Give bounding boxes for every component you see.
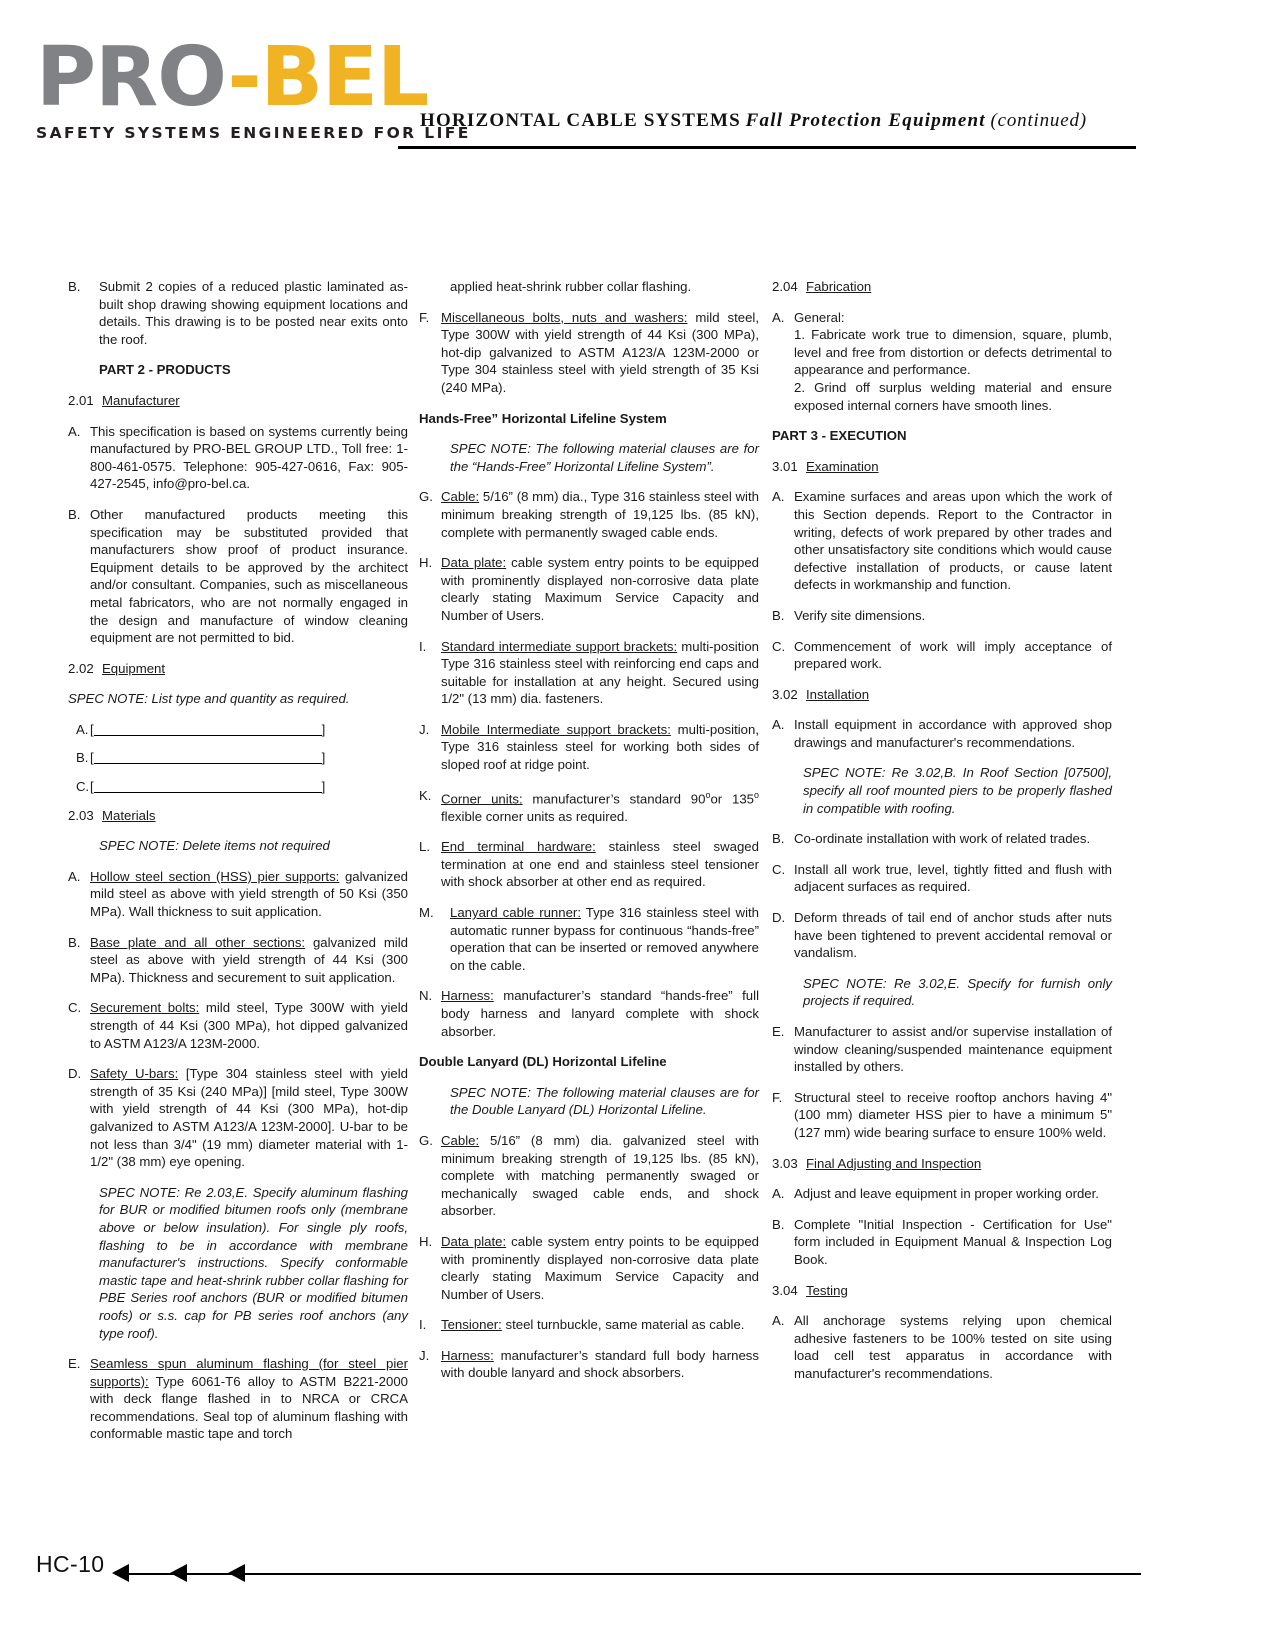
list-marker: I. (419, 638, 427, 654)
list-item (772, 607, 1112, 625)
bracket-open: [ (90, 750, 94, 766)
list-lead-in: Cable: (441, 489, 480, 505)
section-title: Fabrication (806, 279, 872, 294)
list-marker: E. (772, 1024, 785, 1039)
list-item (419, 838, 759, 891)
page-title-continued: (continued) (990, 110, 1087, 131)
section-number: 2.01 (68, 392, 94, 408)
list-text: Other manufactured products meeting this specification may be substituted provided that manufacturers show proof of product insurance. Equipment details to be approved by the architect and/or consultant. Companies, such as miscellaneous metal fabricators, who are not normally engaged in the design and manufacture of window cleaning equipment are not permitted to bid. (90, 506, 408, 646)
header-divider (398, 146, 1136, 149)
probel-logo (36, 30, 471, 142)
list-marker: N. (419, 988, 433, 1004)
list-item (772, 861, 1112, 896)
list-lead-in: Base plate and all other sections: (90, 934, 306, 950)
section-2-01 (68, 392, 408, 410)
list-item (772, 309, 1112, 415)
list-text: manufacturer’s standard “hands-free” full body harness and lanyard complete with shock absorber. (441, 988, 759, 1039)
section-3-03 (772, 1155, 1112, 1173)
column-1 (68, 278, 408, 1443)
list-text: Commencement of work will imply acceptance of prepared work. (794, 638, 1112, 672)
page-header (0, 0, 1275, 170)
list-item (419, 787, 759, 826)
column-3 (772, 278, 1112, 1383)
list-lead-in: Standard intermediate support brackets: (441, 638, 678, 654)
list-text: All anchorage systems relying upon chemical adhesive fasteners to be 100% tested on site using load cell test apparatus in accordance with manufacturer's recommendations. (794, 1313, 1112, 1381)
page-title-subject: Fall Protection Equipment (745, 110, 986, 131)
list-text: General: (794, 309, 845, 325)
list-text: galvanized mild steel as above with yield strength of 50 Ksi (350 MPa). Wall thickness to suit application. (90, 868, 408, 920)
logo-text-pro: PRO (36, 30, 228, 125)
list-item (772, 830, 1112, 848)
list-text: galvanized mild steel as above with yield strength of 44 Ksi (300 MPa). Thickness and securement to suit application. (90, 934, 408, 985)
list-item (68, 1355, 408, 1443)
list-marker: J. (419, 721, 430, 737)
list-marker: A. (68, 423, 81, 439)
logo-text-bel: BEL (260, 30, 429, 125)
list-marker: B. (68, 506, 81, 522)
list-lead-in: Tensioner: (441, 1317, 502, 1333)
list-text: Type 6061-T6 alloy to ASTM B221-2000 with deck flange flashed in to NRCA or CRCA recommendations. Seal top of aluminum flashing with conformable mastic tape and torch (90, 1373, 408, 1442)
section-title: Installation (806, 686, 870, 702)
list-item (772, 716, 1112, 751)
list-item (419, 1233, 759, 1303)
list-item (68, 999, 408, 1052)
bracket-open: [ (90, 721, 94, 737)
logo-wordmark (36, 30, 471, 125)
bracket-close: ] (321, 750, 326, 766)
list-text: Install equipment in accordance with approved shop drawings and manufacturer's recommendations. (794, 717, 1112, 750)
section-title: Materials (102, 807, 156, 823)
list-item (419, 987, 759, 1040)
blank-entry-b[interactable] (68, 749, 408, 767)
blank-entry-c[interactable] (68, 778, 408, 796)
list-marker: B. (772, 1216, 785, 1232)
list-item (419, 1347, 759, 1382)
list-item (419, 1316, 759, 1334)
list-text-3: flexible corner units as required. (441, 808, 628, 824)
list-marker: M. (419, 905, 434, 921)
list-item (419, 309, 759, 397)
list-marker: A. (772, 1313, 785, 1329)
section-2-03 (68, 807, 408, 825)
bracket-close: ] (321, 779, 326, 795)
list-marker: A. (68, 868, 81, 884)
section-title: Testing (806, 1282, 848, 1298)
list-item (68, 934, 408, 987)
section-number: 2.04 (772, 279, 798, 294)
spec-note: SPEC NOTE: List type and quantity as required. (68, 691, 350, 707)
list-lead-in: Data plate: (441, 555, 507, 571)
list-item (772, 1216, 1112, 1269)
list-item (419, 1132, 759, 1220)
section-number: 2.03 (68, 807, 94, 823)
list-lead-in: Hollow steel section (HSS) pier supports: (90, 868, 340, 884)
spec-note: SPEC NOTE: Re 3.02,E. Specify for furnish only projects if required. (803, 975, 1112, 1009)
section-title: Final Adjusting and Inspection (806, 1155, 982, 1171)
list-marker: C. (772, 638, 786, 654)
list-marker: A. (772, 1186, 785, 1202)
list-marker: A. (772, 309, 785, 325)
left-arrow-icon (112, 1564, 129, 1582)
list-lead-in: Seamless spun aluminum flashing (for steel pier supports): (90, 1356, 408, 1389)
spec-note: SPEC NOTE: Delete items not required (99, 838, 330, 854)
list-text: [Type 304 stainless steel with yield strength of 35 Ksi (240 MPa)] [mild steel, Type 300W with yield strength of 44 Ksi (300 MPa), hot-dip galvanized to ASTM A123/A 123M-2000]. U-bar to be not less than 3/4" (19 mm) diameter material with 1-1/2" (38 mm) eye opening. (90, 1066, 408, 1170)
list-marker: E. (68, 1356, 81, 1372)
list-item (772, 638, 1112, 673)
list-text: manufacturer’s standard 90 (522, 791, 706, 807)
list-text: Verify site dimensions. (794, 607, 926, 623)
list-text: 5/16” (8 mm) dia., Type 316 stainless steel with minimum breaking strength of 19,125 lbs. (85 kN), complete with permanently swaged cable ends. (441, 489, 759, 540)
continuation-text: applied heat-shrink rubber collar flashing. (450, 279, 692, 294)
list-text: Complete "Initial Inspection - Certification for Use" form included in Equipment Manual & Inspection Log Book. (794, 1216, 1112, 1267)
page-number: HC-10 (36, 1551, 105, 1577)
list-marker: G. (419, 489, 433, 505)
list-marker: L. (419, 839, 430, 855)
list-item (68, 278, 408, 348)
degree-symbol: o (705, 789, 711, 800)
list-item (68, 868, 408, 921)
sub-item-1: 1. Fabricate work true to dimension, square, plumb, level and free from distortion or defects detrimental to appearance and performance. (794, 327, 1112, 378)
list-marker: F. (772, 1089, 783, 1105)
list-text: mild steel, Type 300W with yield strength of 44 Ksi (300 MPa), hot dipped galvanized to ASTM A123/A 123M-2000. (90, 1000, 408, 1051)
list-item (68, 506, 408, 647)
spec-note: SPEC NOTE: Re 2.03,E. Specify aluminum flashing for BUR or modified bitumen roofs only (membrane above or below insulation). For single ply roofs, flashing to be in accordance with membrane manufacturer's instructions. Specify conformable mastic tape and heat-shrink rubber collar flashing for PBE Series roof anchors (BUR or modified bitumen roofs) or s.s. cap for PB series roof anchors (any type roof). (99, 1184, 408, 1341)
bracket-close: ] (321, 721, 326, 737)
blank-marker: C. (76, 779, 90, 795)
list-text: Structural steel to receive rooftop anchors having 4" (100 mm) diameter HSS pier to have a minimum 5" (127 mm) wide bearing surface to ensure 100% weld. (794, 1089, 1112, 1140)
section-2-02 (68, 660, 408, 678)
list-lead-in: Harness: (441, 1347, 494, 1363)
left-arrow-icon (170, 1564, 187, 1582)
list-marker: C. (68, 1000, 82, 1016)
list-text: Type 316 stainless steel with automatic runner bypass for continuous “hands-free” operation that can be inserted or removed anywhere on the cable. (450, 905, 759, 973)
list-text: Adjust and leave equipment in proper working order. (794, 1186, 1099, 1202)
list-item (419, 638, 759, 708)
spec-note: SPEC NOTE: The following material clauses are for the Double Lanyard (DL) Horizontal Lifeline. (450, 1084, 759, 1118)
double-lanyard-heading: Double Lanyard (DL) Horizontal Lifeline (419, 1054, 667, 1070)
list-text: This specification is based on systems currently being manufactured by PRO-BEL GROUP LTD., Toll free: 1-800-461-0575. Telephone: 905-427-0616, Fax: 905-427-2545, info@pro-bel.ca. (90, 423, 408, 492)
section-title: Equipment (102, 660, 166, 676)
list-lead-in: Harness: (441, 988, 494, 1004)
list-text: multi-position, Type 316 stainless steel for working both sides of sloped roof at ridge point. (441, 721, 759, 773)
list-item (68, 1065, 408, 1171)
spec-note: SPEC NOTE: The following material clauses are for the “Hands-Free” Horizontal Lifeline System”. (450, 441, 759, 474)
list-marker: F. (419, 309, 430, 325)
section-title: Manufacturer (102, 392, 180, 408)
part-3-heading: PART 3 - EXECUTION (772, 428, 907, 444)
list-lead-in: End terminal hardware: (441, 839, 596, 855)
list-item (772, 1185, 1112, 1203)
list-text: Deform threads of tail end of anchor studs after nuts have been tightened to prevent accidental removal or vandalism. (794, 910, 1112, 961)
list-marker: G. (419, 1132, 433, 1148)
list-marker: K. (419, 787, 432, 803)
list-marker: B. (772, 607, 785, 623)
list-marker: B. (68, 934, 81, 950)
section-3-04 (772, 1282, 1112, 1300)
list-item (68, 423, 408, 493)
list-marker: D. (68, 1066, 82, 1082)
list-text: Co-ordinate installation with work of related trades. (794, 831, 1091, 847)
list-lead-in: Safety U-bars: (90, 1066, 179, 1082)
list-text: Examine surfaces and areas upon which the work of this Section depends. Report to the Contractor in writing, defects of work prepared by other trades and other unsatisfactory site conditions which would cause defective installation of products, or cause latent defects in workmanship and function. (794, 489, 1112, 593)
list-marker: C. (772, 861, 786, 877)
list-marker: H. (419, 555, 433, 571)
footer-divider (115, 1573, 1141, 1575)
list-text: Install all work true, level, tightly fitted and flush with adjacent surfaces as required. (794, 861, 1112, 895)
list-marker: B. (772, 831, 785, 847)
blank-line[interactable] (94, 751, 322, 764)
list-text: mild steel, Type 300W with yield strength of 44 Ksi (300 MPa), hot-dip galvanized to ASTM A123/A 123M-2000 or Type 304 stainless steel with yield strength of 35 Ksi (240 MPa). (441, 309, 760, 395)
list-text: steel turnbuckle, same material as cable. (501, 1317, 745, 1333)
list-item (772, 1023, 1112, 1076)
list-marker: I. (419, 1317, 427, 1333)
list-text: cable system entry points to be equipped with prominently displayed non-corrosive data plate clearly stating Maximum Service Capacity and Number of Users. (441, 1233, 759, 1302)
section-title: Examination (806, 458, 879, 474)
part-2-heading: PART 2 - PRODUCTS (99, 362, 231, 378)
section-number: 3.01 (772, 458, 798, 474)
blank-line[interactable] (94, 723, 322, 736)
logo-tagline: SAFETY SYSTEMS ENGINEERED FOR LIFE (36, 124, 471, 142)
list-item (772, 1312, 1112, 1382)
list-lead-in: Miscellaneous bolts, nuts and washers: (441, 309, 688, 325)
section-number: 3.03 (772, 1155, 798, 1171)
logo-text-dash: - (227, 30, 261, 125)
blank-marker: B. (76, 750, 89, 766)
list-marker: H. (419, 1233, 433, 1249)
list-item (419, 904, 759, 974)
list-item (772, 488, 1112, 594)
blank-line[interactable] (94, 780, 322, 793)
section-3-02 (772, 686, 1112, 704)
list-marker: A. (772, 489, 785, 505)
bracket-open: [ (90, 779, 94, 795)
column-2 (419, 278, 759, 1382)
list-item (419, 554, 759, 624)
list-text-2: or 135 (710, 791, 754, 807)
list-item (772, 1089, 1112, 1142)
list-text: Submit 2 copies of a reduced plastic laminated as-built shop drawing showing equipment locations and details. This drawing is to be posted near exits onto the roof. (99, 279, 408, 347)
list-lead-in: Securement bolts: (90, 1000, 200, 1016)
list-item (772, 909, 1112, 962)
list-text: 5/16” (8 mm) dia. galvanized steel with minimum breaking strength of 19,125 lbs. (85 kN), complete with matching permanently swaged or mechanically swaged cable ends, and shock absorber. (441, 1132, 759, 1219)
list-text: manufacturer’s standard full body harness with double lanyard and shock absorbers. (441, 1347, 759, 1381)
list-marker: A. (772, 717, 785, 733)
list-text: multi-position Type 316 stainless steel with reinforcing end caps and suitable for installation at any height. Secured using 1/2" (13 mm) dia. fasteners. (441, 638, 759, 707)
section-3-01 (772, 458, 1112, 476)
page-title-main: HORIZONTAL CABLE SYSTEMS (420, 110, 741, 131)
list-marker: D. (772, 910, 786, 926)
list-text: cable system entry points to be equipped with prominently displayed non-corrosive data plate clearly stating Maximum Service Capacity and Number of Users. (441, 555, 759, 623)
section-number: 3.04 (772, 1282, 798, 1298)
list-item (419, 721, 759, 774)
list-item (419, 488, 759, 541)
hands-free-heading: Hands-Free” Horizontal Lifeline System (419, 410, 667, 426)
list-text: stainless steel swaged termination at one end and stainless steel tensioner with shock absorber at other end as required. (441, 839, 759, 890)
page-title (420, 110, 1087, 132)
list-text: Manufacturer to assist and/or supervise installation of window cleaning/suspended maintenance equipment installed by others. (794, 1024, 1112, 1075)
list-marker: J. (419, 1347, 430, 1363)
list-lead-in: Cable: (441, 1132, 480, 1148)
blank-marker: A. (76, 721, 89, 737)
list-lead-in: Data plate: (441, 1233, 507, 1249)
list-lead-in: Lanyard cable runner: (450, 905, 581, 921)
list-marker: B. (68, 279, 81, 294)
sub-item-2: 2. Grind off surplus welding material and ensure exposed internal corners have smooth lines. (794, 379, 1112, 413)
list-lead-in: Mobile Intermediate support brackets: (441, 721, 671, 737)
spec-note: SPEC NOTE: Re 3.02,B. In Roof Section [07500], specify all roof mounted piers to be properly flashed in compatible with roofing. (803, 765, 1112, 816)
section-number: 3.02 (772, 686, 798, 702)
degree-symbol: o (753, 789, 759, 800)
blank-entry-a[interactable] (68, 721, 408, 739)
section-number: 2.02 (68, 660, 94, 676)
section-2-04 (772, 278, 1112, 296)
left-arrow-icon (228, 1564, 245, 1582)
list-lead-in: Corner units: (441, 791, 523, 807)
